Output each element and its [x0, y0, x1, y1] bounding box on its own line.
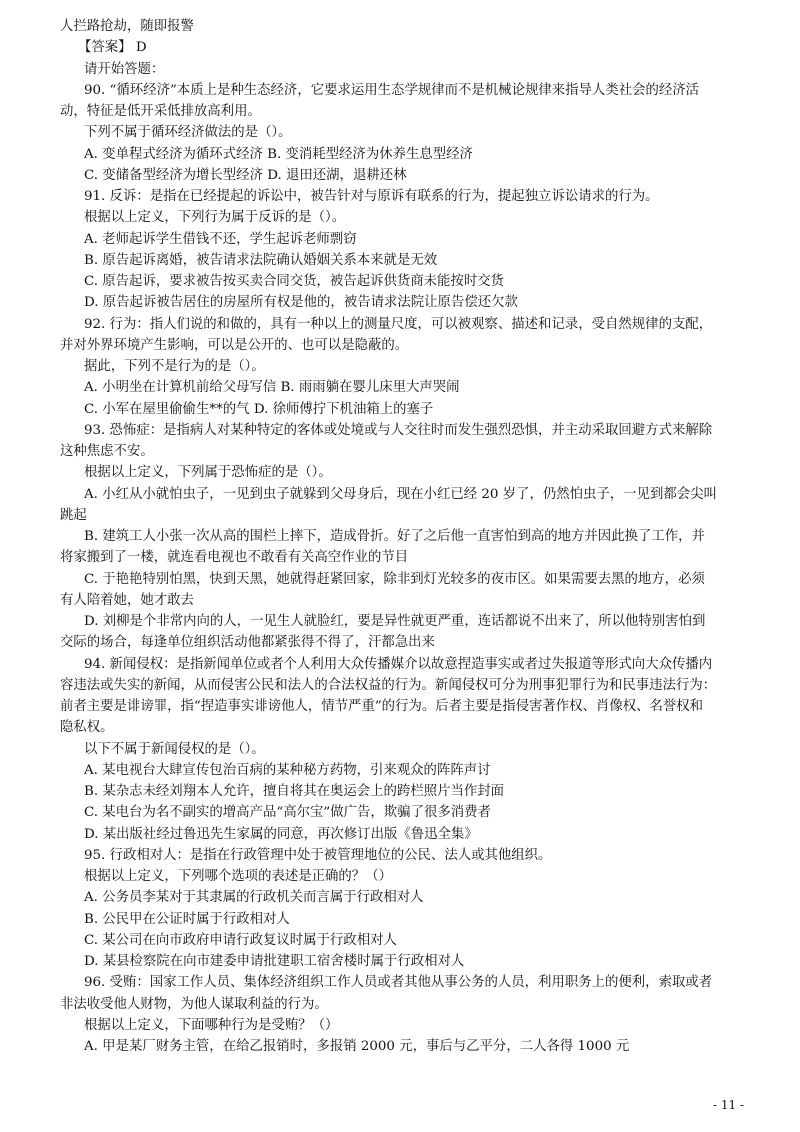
text-line: 前者主要是诽谤罪，指“捏造事实诽谤他人，情节严重”的行为。后者主要是指侵害著作权、肖像权、名誉权和: [60, 699, 704, 714]
text-line: 91. 反诉：是指在已经提起的诉讼中，被告针对与原诉有联系的行为，提起独立诉讼请求的行为。: [84, 189, 659, 204]
text-line: 将家搬到了一楼，就连看电视也不敢看有关高空作业的节目: [60, 550, 409, 566]
text-line: 并对外界环境产生影响，可以是公开的、也可以是隐蔽的。: [60, 337, 409, 353]
text-line: 这种焦虑不安。: [60, 444, 154, 459]
text-line: C. 原告起诉，要求被告按买卖合同交货，被告起诉供货商未能按时交货: [84, 274, 504, 289]
text-line: 据此，下列不是行为的是（）。: [84, 359, 265, 374]
text-line: A. 老师起诉学生借钱不还，学生起诉老师剽窃: [84, 231, 357, 247]
text-line: A. 小红从小就怕虫子，一见到虫子就躲到父母身后，现在小红已经 20 岁了，仍然怕虫子，一见到都会尖叫: [84, 486, 717, 502]
text-line: B. 原告起诉离婚，被告请求法院确认婚姻关系本来就是无效: [84, 252, 438, 268]
text-line: 容违法或失实的新闻，从而侵害公民和法人的合法权益的行为。新闻侵权可分为刑事犯罪行为和民事违法行为：: [60, 677, 717, 693]
text-line: 隐私权。: [60, 720, 114, 736]
text-line: A. 某电视台大肆宣传包治百病的某种秘方药物，引来观众的阵阵声讨: [84, 762, 491, 778]
text-line: C. 某电台为名不副实的增高产品“高尔宝”做广告，欺骗了很多消费者: [84, 805, 491, 821]
text-line: 95. 行政相对人：是指在行政管理中处于被管理地位的公民、法人或其他组织。: [84, 847, 552, 863]
text-line: 根据以上定义，下面哪种行为是受贿？（）: [84, 1017, 339, 1033]
text-line: D. 某县检察院在向市建委申请批建职工宿舍楼时属于行政相对人: [84, 954, 465, 969]
text-line: 有人陪着她，她才敢去: [60, 592, 194, 608]
text-line: 【答案】 D: [78, 40, 147, 56]
text-line: D. 刘柳是个非常内向的人，一见生人就脸红，要是异性就更严重，连话都说不出来了，所以他特别害怕到: [84, 614, 706, 629]
text-line: A. 小明坐在计算机前给父母写信 B. 雨雨躺在婴儿床里大声哭闹: [84, 380, 460, 396]
text-line: 92. 行为：指人们说的和做的，具有一种以上的测量尺度，可以被观察、描述和记录，受自然规律的支配，: [84, 316, 713, 332]
text-line: C. 于艳艳特别怕黑，快到天黑，她就得赶紧回家，除非到灯光较多的夜市区。如果需要去黑的地方，必须: [84, 571, 705, 587]
text-line: 请开始答题：: [84, 61, 165, 77]
text-line: A. 公务员李某对于其隶属的行政机关而言属于行政相对人: [84, 890, 424, 906]
text-line: A. 甲是某厂财务主管，在给乙报销时，多报销 2000 元，事后与乙平分，二人各得 1000 元: [84, 1039, 630, 1054]
text-line: B. 某杂志未经刘翔本人允许，擅自将其在奥运会上的跨栏照片当作封面: [84, 784, 505, 799]
text-line: 以下不属于新闻侵权的是（）。: [84, 741, 265, 757]
text-line: A. 变单程式经济为循环式经济 B. 变消耗型经济为休养生息型经济: [84, 146, 473, 162]
text-line: 93. 恐怖症：是指病人对某种特定的客体或处境或与人交往时而发生强烈恐惧，并主动采取回避方式来解除: [84, 422, 713, 438]
text-line: 非法收受他人财物，为他人谋取利益的行为。: [60, 996, 328, 1012]
text-line: B. 公民甲在公证时属于行政相对人: [84, 911, 290, 927]
text-line: 动，特征是低开采低排放高利用。: [60, 104, 261, 119]
text-line: B. 建筑工人小张一次从高的围栏上摔下，造成骨折。好了之后他一直害怕到高的地方并因此换了工作，并: [84, 529, 705, 544]
text-line: 下列不属于循环经济做法的是（）。: [84, 125, 292, 141]
text-line: D. 某出版社经过鲁迅先生家属的同意，再次修订出版《鲁迅全集》: [84, 826, 478, 842]
text-line: D. 原告起诉被告居住的房屋所有权是他的，被告请求法院让原告偿还欠款: [84, 295, 518, 311]
text-line: 根据以上定义，下列行为属于反诉的是（）。: [84, 210, 346, 226]
text-line: C. 小军在屋里偷偷生**的气 D. 徐师傅拧下机油箱上的塞子: [84, 401, 434, 417]
text-line: 96. 受贿：国家工作人员、集体经济组织工作人员或者其他从事公务的人员，利用职务上的便利，索取或者: [84, 975, 713, 991]
text-line: 94. 新闻侵权：是指新闻单位或者个人利用大众传播媒介以故意捏造事实或者过失报道等形式向大众传播内: [84, 656, 713, 672]
text-line: 跳起: [60, 507, 87, 523]
text-line: 根据以上定义，下列属于恐怖症的是（）。: [84, 465, 332, 481]
text-line: 根据以上定义，下列哪个选项的表述是正确的？（）: [84, 869, 392, 884]
text-line: C. 变储备型经济为增长型经济 D. 退田还湖，退耕还林: [84, 167, 407, 183]
page-number: - 11 -: [712, 1098, 744, 1112]
text-line: 90. “循环经济”本质上是种生态经济，它要求运用生态学规律而不是机械论规律来指导人类社会的经济活: [84, 82, 700, 98]
text-line: C. 某公司在向市政府申请行政复议时属于行政相对人: [84, 932, 397, 948]
text-line: 人拦路抢劫，随即报警: [60, 19, 194, 34]
text-line: 交际的场合，每逢单位组织活动他都紧张得不得了，汗都急出来: [60, 635, 435, 651]
